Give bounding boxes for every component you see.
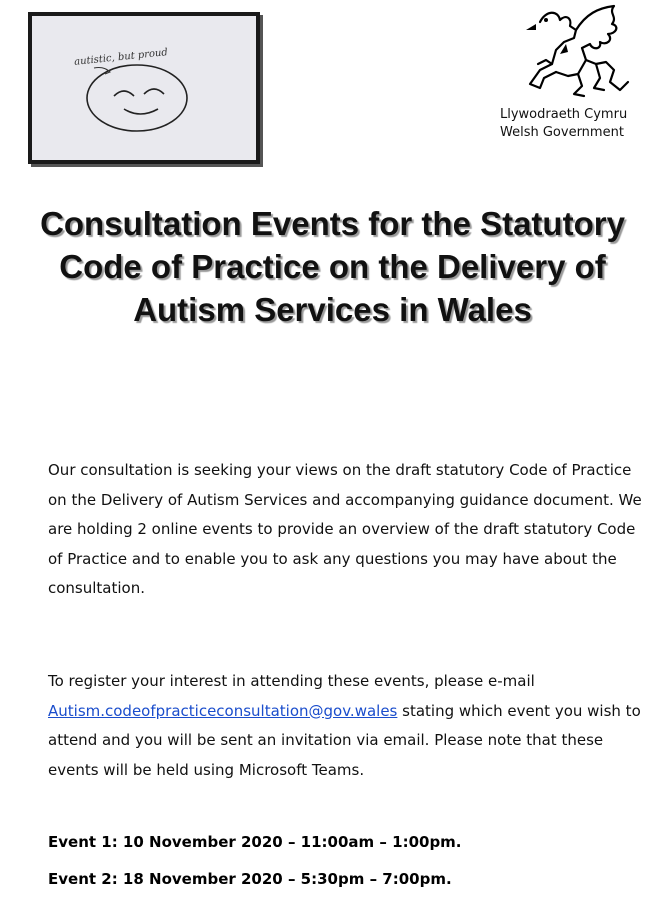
logo-text-english: Welsh Government [500, 125, 624, 140]
registration-paragraph [48, 667, 648, 785]
smiley-face-icon [32, 16, 256, 160]
registration-text-after: stating which event you wish to attend and you will be sent an invitation via email. Please note that these events will be held using Microsoft Teams. [48, 701, 641, 779]
email-link[interactable]: Autism.codeofpracticeconsultation@gov.wales [48, 701, 398, 720]
registration-text-before: To register your interest in attending these events, please e-mail [48, 672, 535, 690]
smiley-sketch-image [28, 12, 260, 164]
event-2: Event 2: 18 November 2020 – 5:30pm – 7:00pm. [48, 870, 452, 888]
sketch-handwritten-note: autistic, but proud [73, 47, 169, 68]
page-title: Consultation Events for the Statutory Code of Practice on the Delivery of Autism Services in Wales [40, 205, 625, 328]
welsh-government-logo [500, 4, 650, 144]
intro-paragraph: Our consultation is seeking your views on the draft statutory Code of Practice on the Delivery of Autism Services and accompanying guidance document. We are holding 2 online events to provide an overview of the draft statutory Code of Practice and to enable you to ask any questions you may have about the consultation. [48, 461, 642, 597]
logo-text-welsh: Llywodraeth Cymru [500, 107, 628, 122]
event-1: Event 1: 10 November 2020 – 11:00am – 1:00pm. [48, 833, 462, 851]
welsh-dragon-icon [516, 4, 636, 100]
